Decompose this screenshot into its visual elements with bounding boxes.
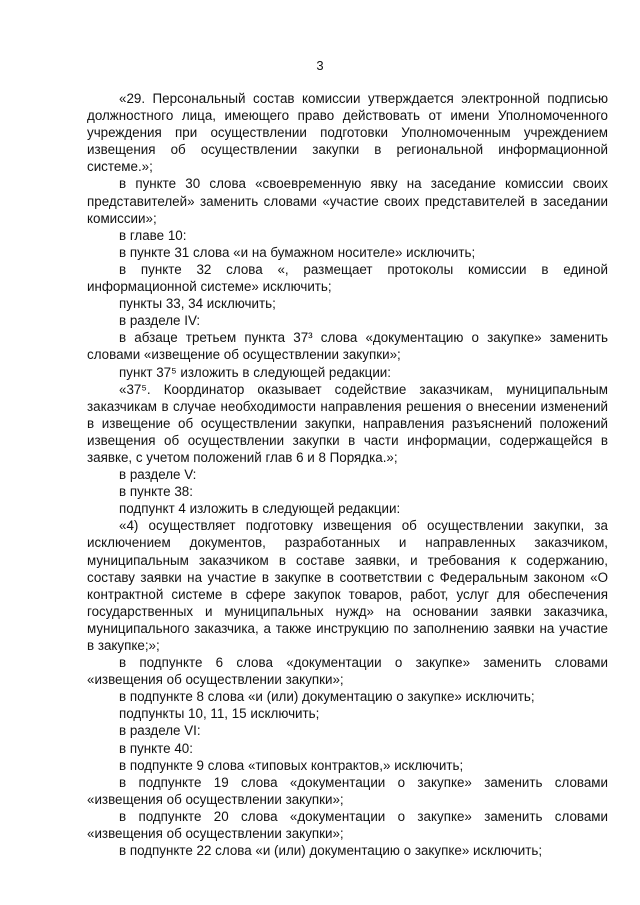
paragraph: в абзаце третьем пункта 37³ слова «документацию о закупке» заменить словами «извещение об осуществлении закупки»; — [87, 330, 608, 363]
paragraph: в подпункте 9 слова «типовых контрактов,» исключить; — [119, 757, 464, 773]
paragraph: в разделе VI: — [119, 723, 201, 739]
paragraph: в разделе IV: — [119, 313, 201, 329]
paragraph: «4) осуществляет подготовку извещения об осуществлении закупки, за исключением документов, разработанных и направленных заказчиком, муниципальным заказчиком в составе заявки, и требования к содержанию, составу заявки на участие в закупке в соответствии с Федеральным законом «О контрактной системе в сфере закупок товаров, работ, услуг для обеспечения государственных и муниципальных нужд» на основании заявки заказчика, муниципального заказчика, а также инструкцию по заполнению заявки на участие в закупке;»; — [87, 518, 608, 653]
paragraph: в подпункте 20 слова «документации о закупке» заменить словами «извещения об осуществлении закупки»; — [87, 808, 608, 842]
paragraph: в пункте 40: — [119, 740, 193, 756]
page-number: 3 — [316, 58, 324, 73]
paragraph: в пункте 30 слова «своевременную явку на заседание комиссии своих представителей» заменить словами «участие своих представителей в заседании комиссии»; — [87, 176, 608, 226]
paragraph: в пункте 31 слова «и на бумажном носителе» исключить; — [119, 244, 476, 260]
paragraph: «29. Персональный состав комиссии утверждается электронной подписью должностного лица, имеющего право действовать от имени Уполномоченного учреждения при осуществлении подготовки Уполномоченным учреждением извещения об осуществлении закупки в региональной информационной системе.»; — [87, 91, 608, 175]
paragraph: в подпункте 8 слова «и (или) документацию о закупке» исключить; — [119, 689, 535, 705]
paragraph: пункт 37⁵ изложить в следующей редакции: — [119, 364, 391, 380]
paragraph: пункты 33, 34 исключить; — [119, 296, 276, 312]
paragraph: в разделе V: — [119, 467, 197, 483]
paragraph: в пункте 38: — [119, 484, 193, 500]
paragraph: в пункте 32 слова «, размещает протоколы комиссии в единой информационной системе» исключить; — [87, 261, 608, 295]
paragraph: подпункты 10, 11, 15 исключить; — [119, 706, 320, 722]
paragraph: в подпункте 6 слова «документации о закупке» заменить словами «извещения об осуществлении закупки»; — [87, 655, 608, 688]
paragraph: «37⁵. Координатор оказывает содействие заказчикам, муниципальным заказчикам в случае необходимости направления решения о внесении изменений в извещение об осуществлении закупки, направления разъяснений положений извещения об осуществлении закупки в части информации, содержащейся в заявке, с учетом положений глав 6 и 8 Порядка.»; — [87, 381, 608, 465]
paragraph: в подпункте 22 слова «и (или) документацию о закупке» исключить; — [119, 843, 543, 859]
paragraph: в главе 10: — [119, 227, 187, 243]
document-body — [87, 90, 608, 859]
paragraph: подпункт 4 изложить в следующей редакции: — [119, 501, 401, 517]
paragraph: в подпункте 19 слова «документации о закупке» заменить словами «извещения об осуществлении закупки»; — [87, 774, 608, 807]
